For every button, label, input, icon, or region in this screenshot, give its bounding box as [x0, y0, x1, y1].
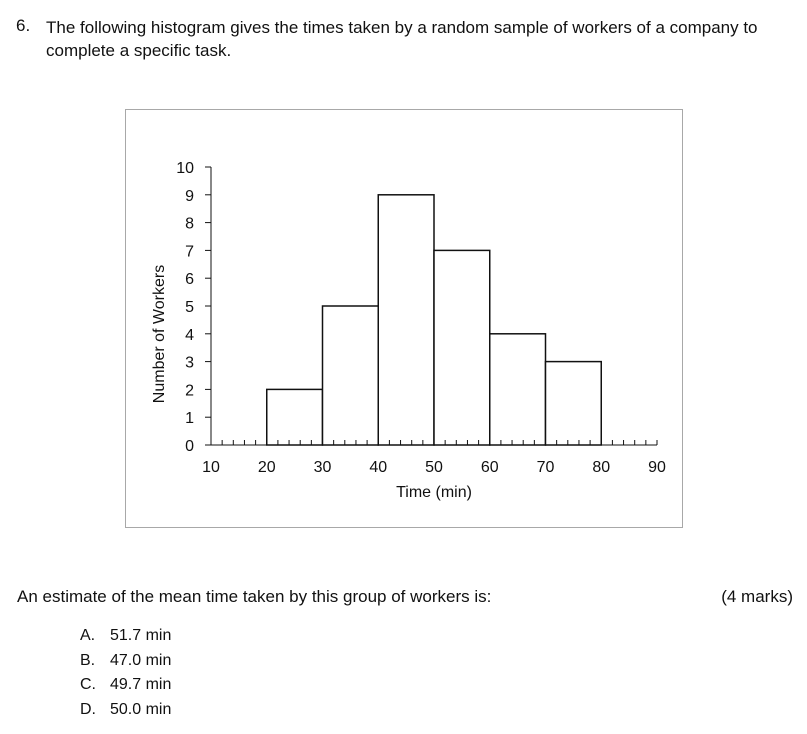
- x-tick-label: 90: [648, 459, 666, 476]
- histogram-bar-6: [546, 362, 602, 445]
- x-tick-label: 70: [536, 459, 555, 476]
- option-text: 51.7 min: [110, 627, 172, 644]
- x-tick-label: 30: [313, 459, 332, 476]
- histogram-frame: [125, 109, 683, 528]
- x-tick-label: 80: [592, 459, 611, 476]
- question-number: 6.: [16, 16, 31, 35]
- option-letter: B.: [80, 651, 96, 669]
- y-tick-label: 2: [185, 382, 194, 400]
- marks-label: (4 marks): [721, 587, 793, 606]
- bars-group: [267, 195, 602, 445]
- y-axis-label: Number of Workers: [151, 264, 168, 404]
- option-d[interactable]: [80, 699, 171, 724]
- x-axis-label: Time (min): [396, 484, 472, 501]
- option-a[interactable]: [80, 625, 171, 650]
- y-tick-label: 4: [185, 326, 194, 344]
- option-letter: C.: [80, 676, 96, 693]
- histogram-bar-5: [490, 334, 546, 445]
- y-tick-label: 0: [185, 438, 194, 455]
- x-tick-label: 60: [480, 459, 499, 476]
- option-text: 47.0 min: [110, 651, 172, 669]
- x-tick-label: 10: [202, 459, 220, 476]
- x-tick-label: 20: [257, 459, 276, 476]
- y-tick-label: 10: [176, 160, 194, 177]
- y-tick-label: 5: [185, 299, 194, 316]
- histogram-chart: [126, 110, 682, 527]
- y-tick-label: 1: [185, 410, 194, 428]
- histogram-bar-1: [267, 389, 323, 445]
- option-letter: A.: [80, 627, 96, 644]
- option-text: 49.7 min: [110, 676, 172, 693]
- answer-options: [80, 625, 171, 723]
- y-ticks-group: [176, 160, 211, 455]
- histogram-bar-4: [434, 250, 490, 445]
- option-b[interactable]: [80, 650, 171, 675]
- option-c[interactable]: [80, 674, 171, 699]
- option-letter: D.: [80, 700, 96, 718]
- y-tick-label: 8: [185, 215, 194, 233]
- y-tick-label: 7: [185, 243, 194, 261]
- option-text: 50.0 min: [110, 700, 172, 718]
- histogram-bar-3: [378, 195, 434, 445]
- histogram-bar-2: [323, 306, 379, 445]
- question-prompt: An estimate of the mean time taken by this group of workers is:: [17, 587, 492, 606]
- y-tick-label: 6: [185, 271, 194, 289]
- x-tick-label: 50: [425, 459, 443, 476]
- question-text: The following histogram gives the times taken by a random sample of workers of a company to complete a specific task.: [46, 18, 758, 60]
- y-tick-label: 9: [185, 187, 194, 205]
- y-tick-label: 3: [185, 354, 194, 372]
- x-tick-label: 40: [369, 459, 388, 476]
